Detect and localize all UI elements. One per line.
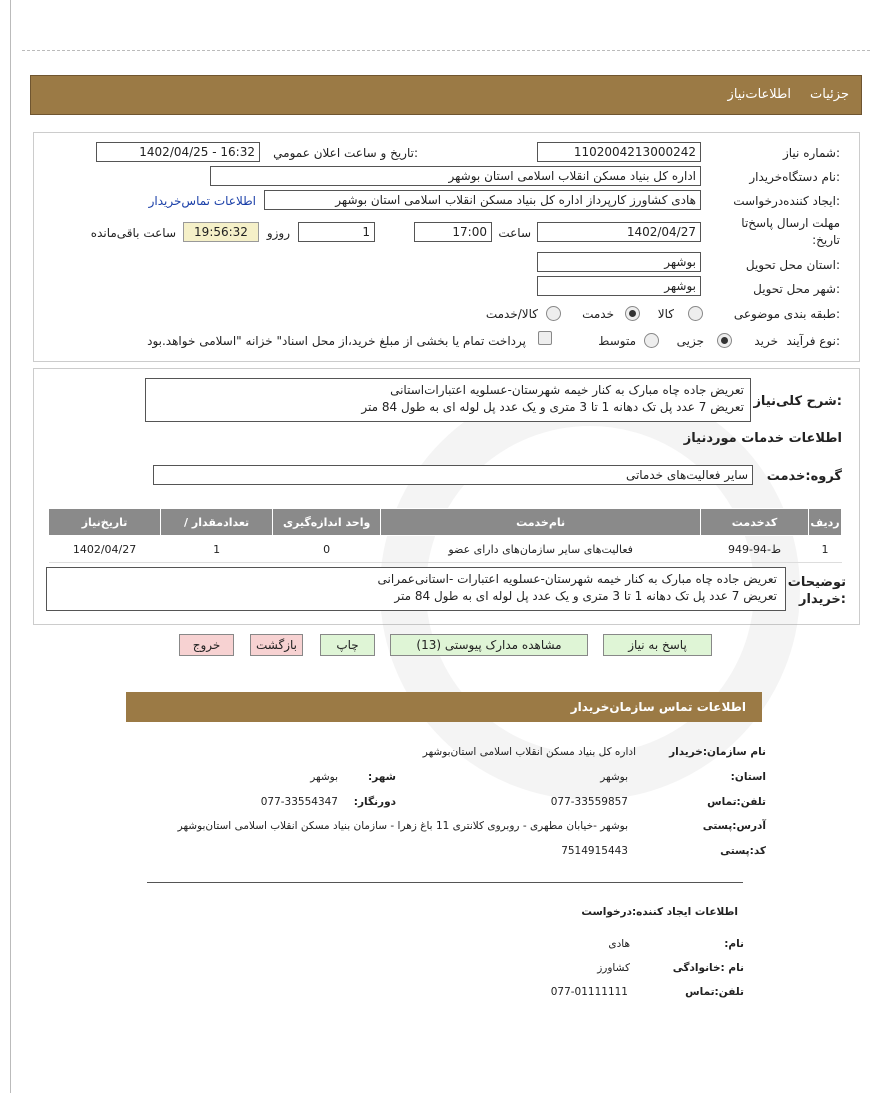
left-border [10, 0, 11, 1093]
buyer-notes-label-1: توضیحات [787, 575, 846, 590]
city-label: شهر محل تحویل: [753, 282, 840, 296]
need-number-field: 1102004213000242 [537, 142, 701, 162]
col-code: کدخدمت [701, 509, 809, 536]
remaining-time-display: 19:56:32 [183, 222, 259, 242]
contact-province-value: بوشهر [600, 771, 628, 783]
announce-field: 1402/04/25 - 16:32 [96, 142, 260, 162]
category-label: طبقه بندی موضوعی: [733, 307, 840, 321]
print-button[interactable]: چاپ [320, 634, 375, 656]
services-heading: اطلاعات خدمات موردنیاز [683, 431, 842, 446]
contact-city-label: :شهر [368, 771, 396, 783]
category-goods-radio[interactable] [688, 306, 703, 321]
buyer-contact-link[interactable]: اطلاعات تماس‌خریدار [148, 194, 256, 208]
summary-label: شرح کلی‌نیاز: [753, 394, 842, 409]
province-label: استان محل تحویل: [745, 258, 840, 272]
buyer-notes-line-2: تعریض 7 عدد پل تک دهانه 1 تا 3 متری و یک عدد پل لوله ای به طول 84 متر [394, 589, 777, 603]
treasury-payment-checkbox[interactable] [538, 331, 552, 345]
creator-field: هادی کشاورز کارپرداز اداره کل بنیاد مسکن انقلاب اسلامی استان بوشهر [264, 190, 701, 210]
services-table [48, 508, 842, 563]
col-row: ردیف [809, 509, 842, 536]
need-number-label: شماره نیاز: [782, 146, 840, 160]
contact-divider [147, 882, 743, 883]
creator-family-label: نام :خانوادگی [672, 962, 744, 974]
col-date: تاریخ‌نیاز [49, 509, 161, 536]
creator-name-label: :نام [724, 938, 744, 950]
category-service-radio[interactable] [625, 306, 640, 321]
creator-family-value: کشاورز [597, 962, 630, 974]
group-field: سایر فعالیت‌های خدماتی [153, 465, 753, 485]
treasury-payment-label: پرداخت تمام یا بخشی از مبلغ خرید،از محل اسناد" خزانه "اسلامی خواهد.بود [147, 334, 526, 348]
deadline-label-line1: مهلت ارسال پاسخ‌تا [741, 216, 840, 230]
cell-date: 1402/04/27 [49, 536, 161, 563]
days-remaining-field: 1 [298, 222, 375, 242]
contact-address-label: آدرس:پستی [702, 820, 766, 832]
category-both-label: کالا/خدمت [485, 307, 538, 321]
cell-name: فعالیت‌های سایر سازمان‌های دارای عضو [381, 536, 701, 563]
process-medium-label: متوسط [598, 334, 636, 348]
summary-line-2: تعریض 7 عدد پل تک دهانه 1 تا 3 متری و یک عدد پل لوله ای به طول 84 متر [361, 400, 744, 414]
creator-phone-label: تلفن:تماس [685, 986, 744, 998]
contact-phone-value: 077-33559857 [550, 796, 628, 808]
category-service-label: خدمت [582, 307, 614, 321]
contact-postal-label: کد:پستی [720, 845, 766, 857]
announce-label: تاریخ و ساعت اعلان عمومي: [273, 146, 418, 160]
reply-button[interactable]: پاسخ به نیاز [603, 634, 712, 656]
contact-province-label: :استان [730, 771, 766, 783]
category-both-radio[interactable] [546, 306, 561, 321]
table-header-row [49, 509, 842, 536]
deadline-time-field: 17:00 [414, 222, 492, 242]
buyer-notes-line-1: تعریض جاده چاه مبارک به کنار خیمه شهرستان-عسلویه اعتبارات -استانی‌عمرانی [377, 572, 777, 586]
category-goods-label: کالا [657, 307, 674, 321]
creator-phone-value: 077-01111111 [550, 986, 628, 998]
tab-need-info[interactable]: اطلاعات‌نیاز [727, 87, 791, 102]
buyer-org-label: نام دستگاه‌خریدار: [749, 170, 840, 184]
contact-fax-value: 077-33554347 [260, 796, 338, 808]
page-header [30, 75, 862, 115]
contact-address-value: بوشهر -خیابان مطهری - روبروی کلانتری 11 باغ زهرا - سازمان بنیاد مسکن انقلاب اسلامی استان‌بوشهر [177, 820, 628, 832]
cell-code: ط-94-949 [701, 536, 809, 563]
creator-label: ایجاد کننده‌درخواست: [733, 194, 840, 208]
cell-row: 1 [809, 536, 842, 563]
contact-phone-label: تلفن:تماس [707, 796, 766, 808]
contact-header [126, 692, 762, 722]
org-name-label: نام سازمان:خریدار [669, 746, 766, 758]
deadline-date-field: 1402/04/27 [537, 222, 701, 242]
exit-button[interactable]: خروج [179, 634, 234, 656]
remaining-label: ساعت باقی‌مانده [90, 226, 176, 240]
contact-city-value: بوشهر [310, 771, 338, 783]
group-label: گروه:خدمت [766, 469, 842, 484]
cell-unit: 0 [273, 536, 381, 563]
org-name-value: اداره کل بنیاد مسکن انقلاب اسلامی استان‌بوشهر [422, 746, 636, 758]
process-medium-radio[interactable] [644, 333, 659, 348]
contact-postal-value: 7514915443 [561, 845, 628, 857]
process-buy-label: خرید [754, 334, 778, 348]
days-label: روزو [266, 226, 290, 240]
back-button[interactable]: بازگشت [250, 634, 303, 656]
contact-fax-label: :دورنگار [353, 796, 396, 808]
col-unit: واحد اندازه‌گیری [273, 509, 381, 536]
process-label: نوع فرآیند: [786, 334, 840, 348]
col-name: نام‌خدمت [381, 509, 701, 536]
buyer-notes-box [46, 567, 786, 611]
buyer-notes-label-2: خریدار: [799, 592, 846, 607]
view-attachments-button[interactable]: مشاهده مدارک پیوستی (13) [390, 634, 588, 656]
creator-name-value: هادی [608, 938, 630, 950]
summary-line-1: تعریض جاده چاه مبارک به کنار خیمه شهرستان-عسلویه اعتبارات‌استانی [390, 383, 744, 397]
province-field: بوشهر [537, 252, 701, 272]
tab-details[interactable]: جزئیات [810, 87, 849, 102]
city-field: بوشهر [537, 276, 701, 296]
deadline-label-line2: :تاریخ [812, 233, 840, 247]
deadline-time-label: ساعت [498, 226, 531, 240]
cell-qty: 1 [161, 536, 273, 563]
process-small-label: جزیی [676, 334, 704, 348]
top-separator [22, 50, 870, 51]
table-row [49, 536, 842, 563]
process-small-radio[interactable] [717, 333, 732, 348]
contact-title: اطلاعات تماس سازمان‌خریدار [570, 700, 746, 714]
buyer-org-field: اداره کل بنیاد مسکن انقلاب اسلامی استان بوشهر [210, 166, 701, 186]
col-qty: تعداد‌مقدار / [161, 509, 273, 536]
creator-info-title: اطلاعات ایجاد کننده:درخواست [581, 906, 738, 918]
summary-box [145, 378, 751, 422]
